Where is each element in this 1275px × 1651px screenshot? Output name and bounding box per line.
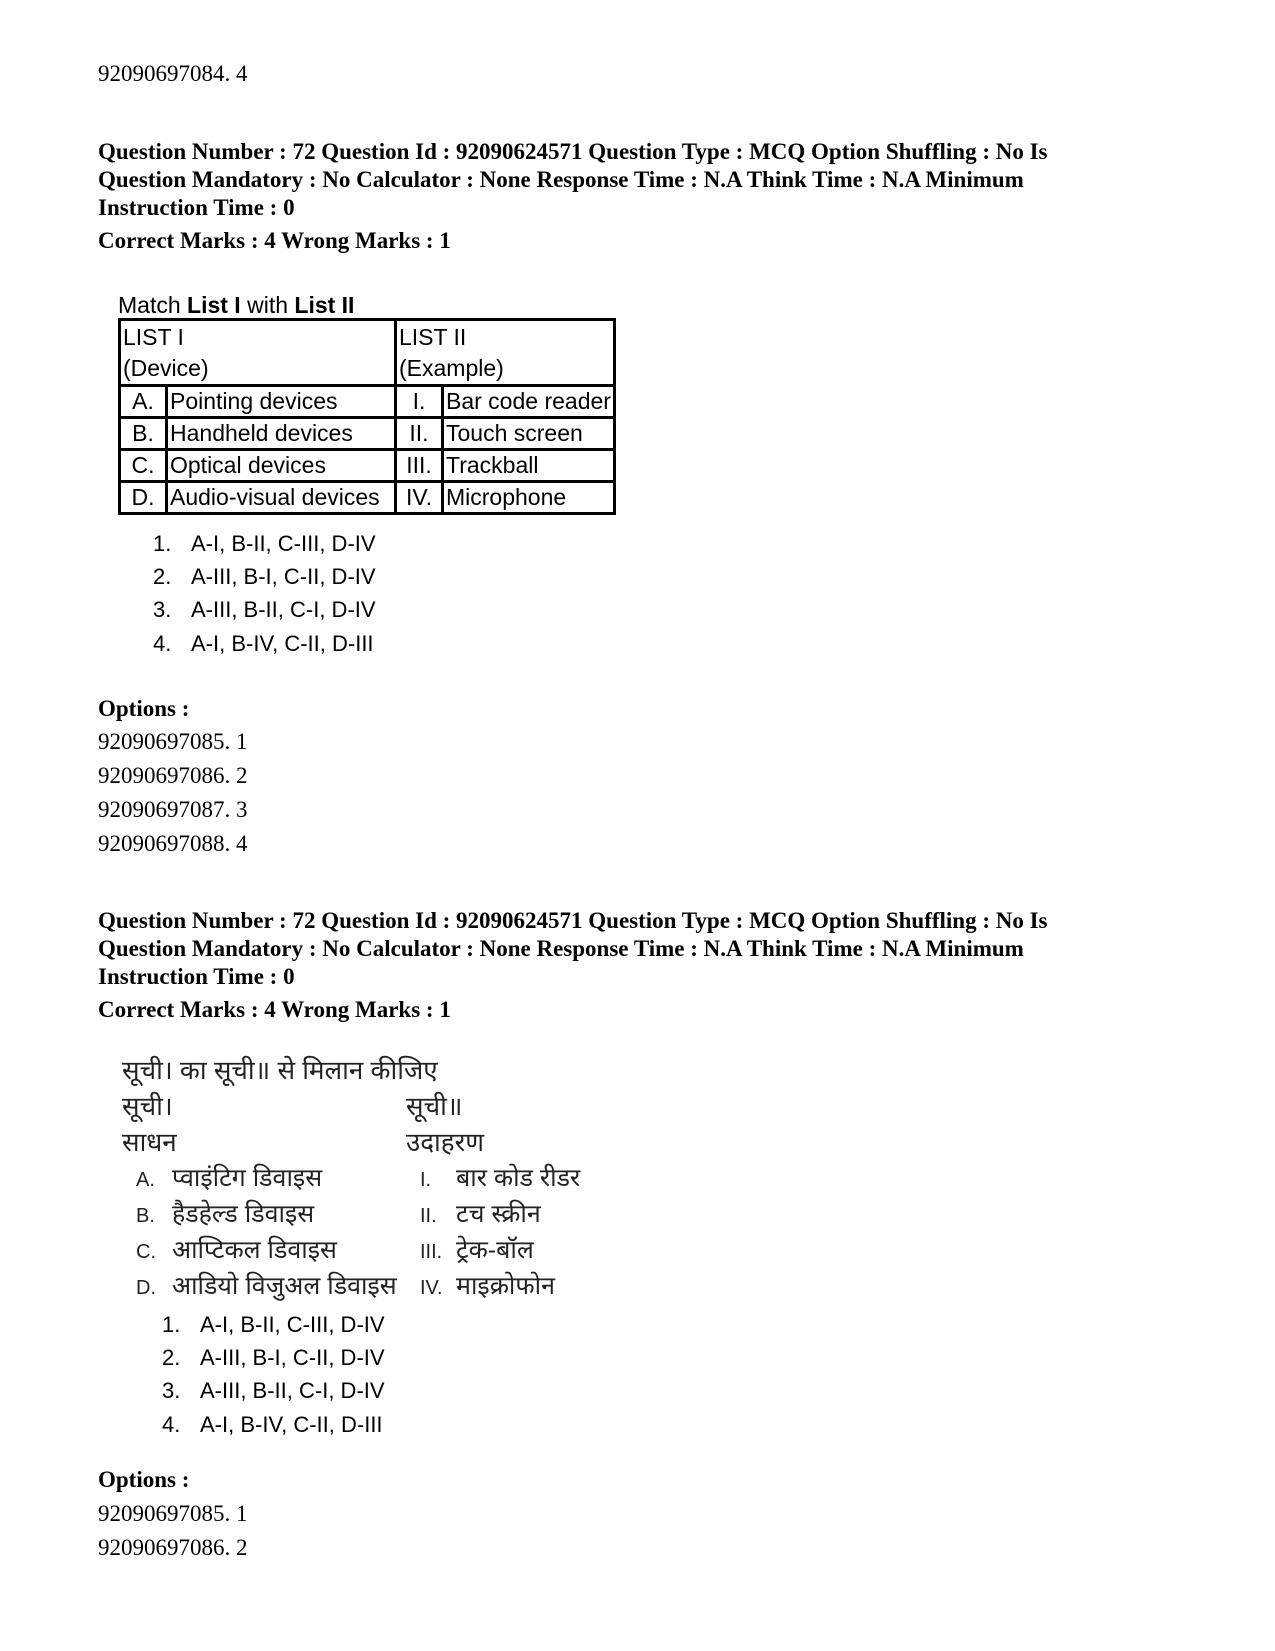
- option-line: 92090697085. 1: [98, 1501, 248, 1526]
- hindi-list-one-label: सूची।: [122, 1091, 173, 1121]
- row-roman: I.: [396, 386, 443, 418]
- hindi-column-one-label: साधन: [122, 1127, 177, 1157]
- hindi-figure-title: सूची। का सूची॥ से मिलान कीजिए: [122, 1055, 438, 1085]
- question-meta-line-3: Instruction Time : 0: [98, 964, 295, 989]
- question-meta-line-3: Instruction Time : 0: [98, 195, 295, 220]
- option-line: 92090697087. 3: [98, 797, 248, 822]
- option-line: 92090697086. 2: [98, 763, 248, 788]
- question-meta-line-2: Question Mandatory : No Calculator : None Response Time : N.A Think Time : N.A Minimum: [98, 167, 1024, 192]
- list-two-header: LIST II (Example): [396, 320, 615, 386]
- row-roman: II.: [396, 418, 443, 450]
- hindi-list-two-label: सूची॥: [406, 1091, 463, 1121]
- device-item: Optical devices: [167, 450, 396, 482]
- example-item: Microphone: [443, 482, 615, 514]
- device-item: Audio-visual devices: [167, 482, 396, 514]
- device-item: Pointing devices: [167, 386, 396, 418]
- option-line: 92090697088. 4: [98, 831, 248, 856]
- list-item: D. आडियो विजुअल डिवाइस: [136, 1272, 397, 1300]
- row-letter: A.: [120, 386, 167, 418]
- list-item: IV. माइक्रोफोन: [420, 1272, 556, 1300]
- row-roman: IV.: [396, 482, 443, 514]
- question-meta-line-1: Question Number : 72 Question Id : 92090624571 Question Type : MCQ Option Shuffling : No Is: [98, 908, 1048, 933]
- figure-title: Match List I with List II: [118, 292, 355, 318]
- options-heading: Options :: [98, 696, 190, 721]
- list-item: II. टच स्क्रीन: [420, 1200, 541, 1228]
- list-item: I. बार कोड रीडर: [420, 1164, 581, 1192]
- answer-choice: 2. A-III, B-I, C-II, D-IV: [153, 564, 376, 589]
- row-letter: B.: [120, 418, 167, 450]
- row-letter: D.: [120, 482, 167, 514]
- list-item: A. प्वाइंटिग डिवाइस: [136, 1164, 323, 1192]
- match-table-header: [120, 320, 615, 386]
- example-item: Bar code reader: [443, 386, 615, 418]
- example-item: Trackball: [443, 450, 615, 482]
- question-marks: Correct Marks : 4 Wrong Marks : 1: [98, 997, 451, 1022]
- prev-option-line: 92090697084. 4: [98, 61, 248, 86]
- table-row: [120, 482, 615, 514]
- device-item: Handheld devices: [167, 418, 396, 450]
- hindi-column-two-label: उदाहरण: [406, 1127, 485, 1157]
- list-item: III. ट्रेक-बॉल: [420, 1236, 534, 1264]
- options-heading: Options :: [98, 1467, 190, 1492]
- option-line: 92090697085. 1: [98, 729, 248, 754]
- match-table: [118, 318, 616, 515]
- list-item: B. हैडहेल्ड डिवाइस: [136, 1200, 315, 1228]
- option-line: 92090697086. 2: [98, 1535, 248, 1560]
- answer-choice: 4. A-I, B-IV, C-II, D-III: [153, 631, 374, 656]
- table-row: [120, 450, 615, 482]
- table-row: [120, 386, 615, 418]
- answer-choice: 4. A-I, B-IV, C-II, D-III: [162, 1412, 383, 1437]
- list-one-header: LIST I (Device): [120, 320, 396, 386]
- question-meta-line-2: Question Mandatory : No Calculator : None Response Time : N.A Think Time : N.A Minimum: [98, 936, 1024, 961]
- question-marks: Correct Marks : 4 Wrong Marks : 1: [98, 228, 451, 253]
- answer-choice: 3. A-III, B-II, C-I, D-IV: [153, 597, 376, 622]
- question-meta-line-1: Question Number : 72 Question Id : 92090624571 Question Type : MCQ Option Shuffling : No Is: [98, 139, 1048, 164]
- answer-choice: 2. A-III, B-I, C-II, D-IV: [162, 1345, 385, 1370]
- answer-choice: 1. A-I, B-II, C-III, D-IV: [153, 531, 376, 556]
- row-roman: III.: [396, 450, 443, 482]
- list-item: C. आप्टिकल डिवाइस: [136, 1236, 337, 1264]
- table-row: [120, 418, 615, 450]
- answer-choice: 3. A-III, B-II, C-I, D-IV: [162, 1378, 385, 1403]
- example-item: Touch screen: [443, 418, 615, 450]
- answer-choice: 1. A-I, B-II, C-III, D-IV: [162, 1312, 385, 1337]
- row-letter: C.: [120, 450, 167, 482]
